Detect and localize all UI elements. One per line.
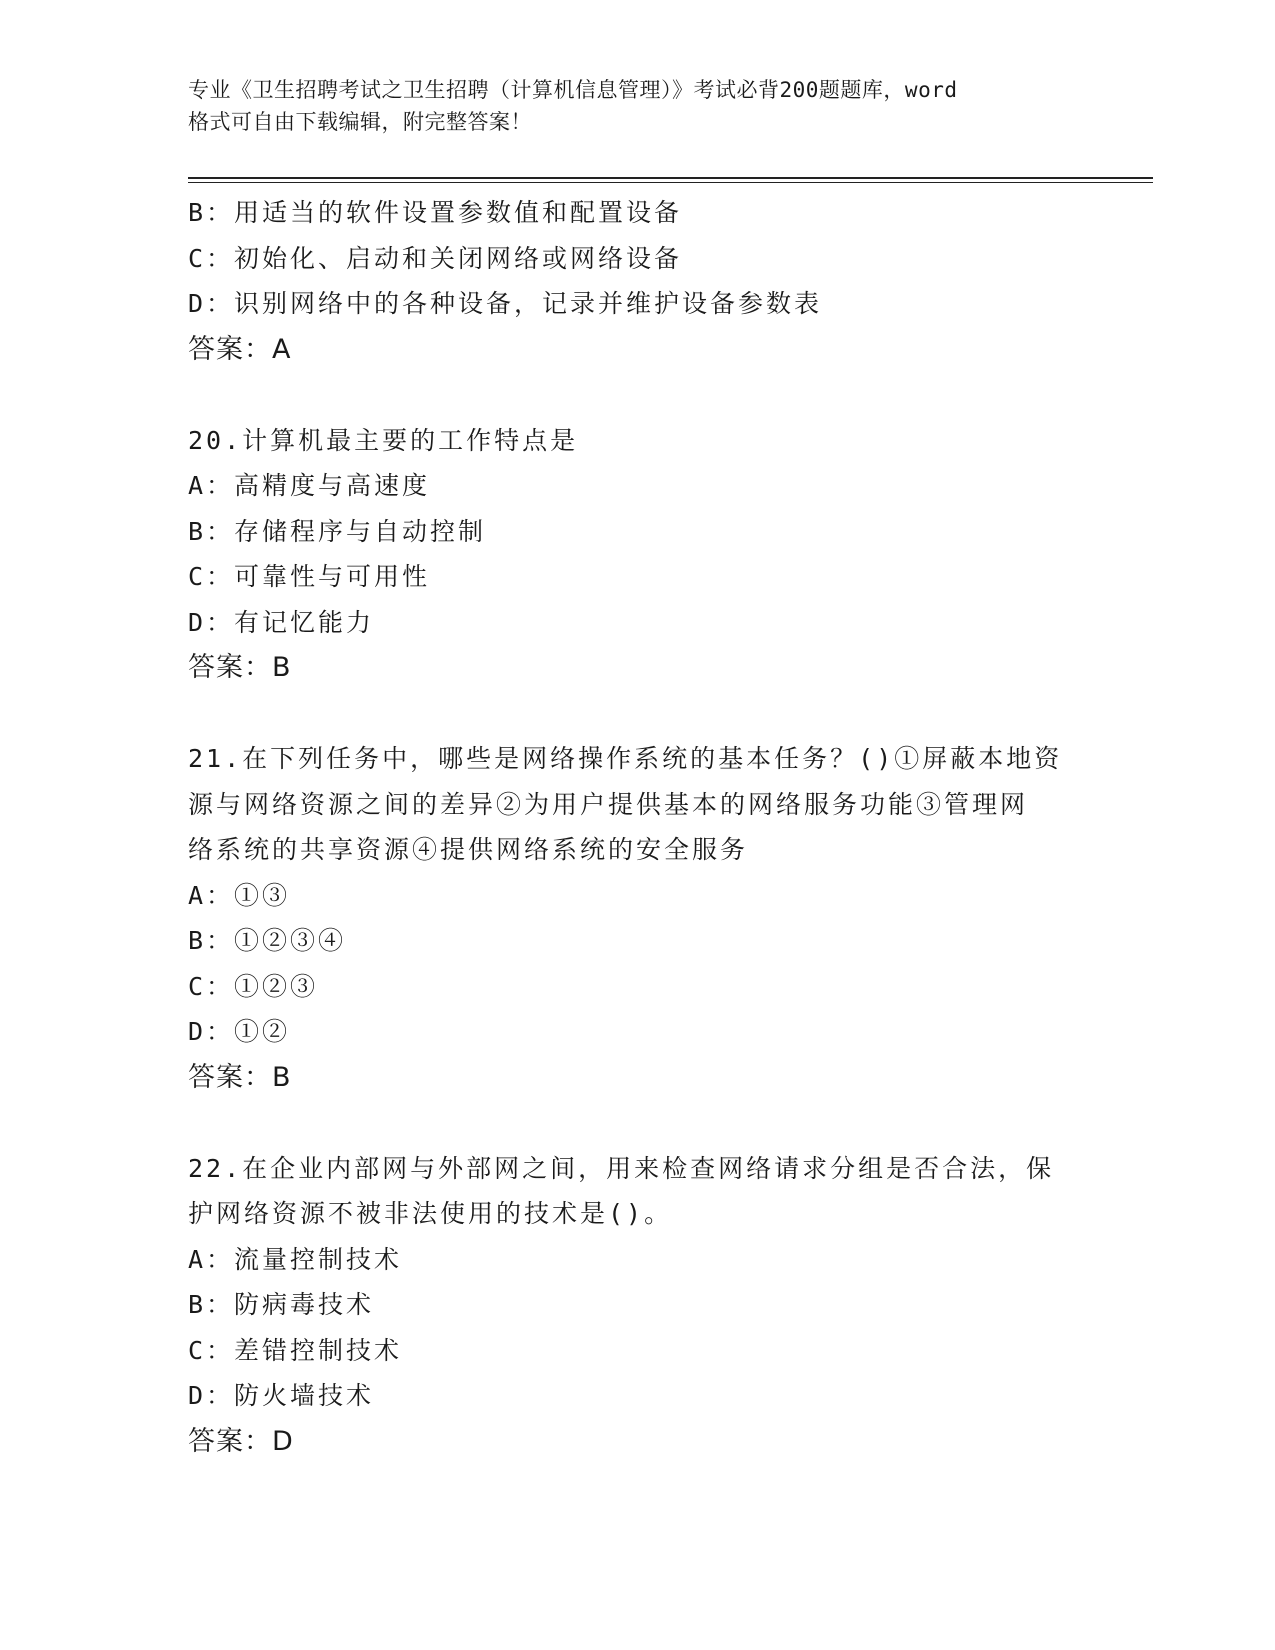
question-block-prev [188, 190, 1088, 372]
document-header [188, 74, 1088, 138]
answer-line: 答案：A [188, 333, 292, 365]
answer-line: 答案：D [188, 1425, 294, 1457]
option-b: B：存储程序与自动控制 [188, 516, 487, 546]
header-divider-thick [188, 177, 1153, 179]
option-b: B：防病毒技术 [188, 1290, 375, 1319]
question-stem-line-2: 护网络资源不被非法使用的技术是()。 [188, 1199, 673, 1228]
option-d: D：有记忆能力 [188, 607, 375, 637]
option-a: A：①③ [188, 880, 291, 910]
option-d: D：识别网络中的各种设备，记录并维护设备参数表 [188, 289, 823, 318]
option-b: B：①②③④ [188, 926, 347, 955]
question-stem-line-1: 21.在下列任务中，哪些是网络操作系统的基本任务？()①屏蔽本地资 [188, 744, 1063, 773]
question-list [188, 190, 1088, 1464]
option-c: C：差错控制技术 [188, 1335, 403, 1365]
option-b: B：用适当的软件设置参数值和配置设备 [188, 198, 683, 227]
header-line-1: 专业《卫生招聘考试之卫生招聘（计算机信息管理）》考试必背200题题库，word [188, 78, 958, 102]
question-block-20 [188, 418, 1088, 691]
header-line-2: 格式可自由下载编辑，附完整答案！ [188, 110, 532, 134]
question-stem-line-1: 22.在企业内部网与外部网之间，用来检查网络请求分组是否合法，保 [188, 1153, 1055, 1183]
option-d: D：①② [188, 1017, 291, 1046]
question-stem-line-2: 源与网络资源之间的差异②为用户提供基本的网络服务功能③管理网 [188, 789, 1029, 819]
question-block-22 [188, 1146, 1088, 1465]
answer-line: 答案：B [188, 1061, 292, 1093]
option-a: A：流量控制技术 [188, 1244, 403, 1274]
option-c: C：①②③ [188, 971, 319, 1001]
spacer [188, 372, 1088, 418]
header-divider-thin [188, 182, 1153, 183]
option-d: D：防火墙技术 [188, 1381, 375, 1410]
question-block-21 [188, 736, 1088, 1100]
option-a: A：高精度与高速度 [188, 471, 431, 500]
option-c: C：可靠性与可用性 [188, 562, 431, 591]
spacer [188, 691, 1088, 737]
spacer [188, 1100, 1088, 1146]
question-stem-line-3: 络系统的共享资源④提供网络系统的安全服务 [188, 835, 749, 864]
question-stem: 20.计算机最主要的工作特点是 [188, 425, 579, 455]
option-c: C：初始化、启动和关闭网络或网络设备 [188, 243, 683, 273]
answer-line: 答案：B [188, 652, 292, 683]
